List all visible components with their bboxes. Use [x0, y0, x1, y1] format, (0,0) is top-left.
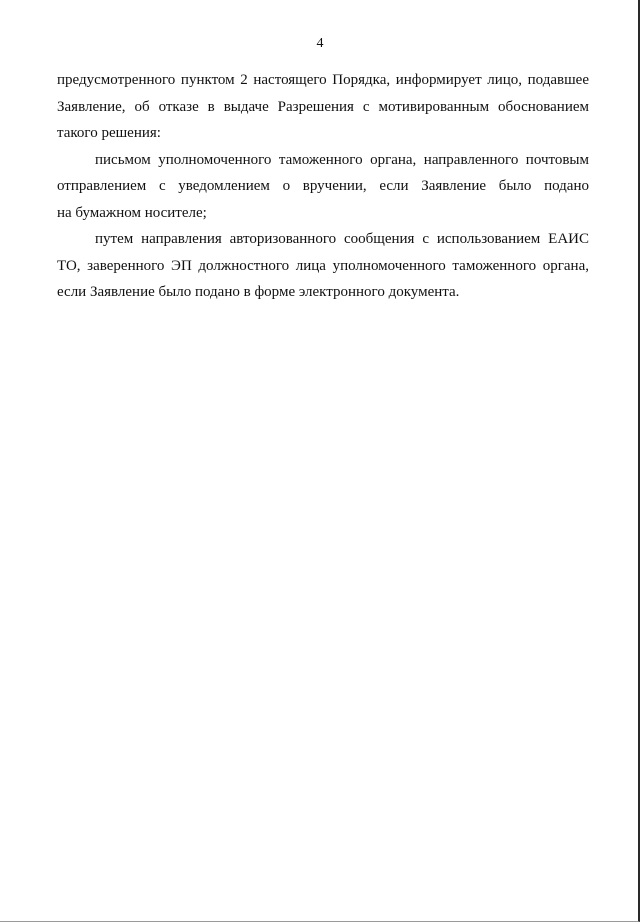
paragraph-3 [57, 226, 589, 306]
paragraph-line: отправлением с уведомлением о вручении, если Заявление было подано [57, 178, 589, 194]
paragraph-2 [57, 147, 589, 227]
paragraph-line: Заявление, об отказе в выдаче Разрешения с мотивированным обоснованием [57, 98, 589, 115]
paragraph-line: на бумажном носителе; [57, 204, 207, 221]
paragraph-line: предусмотренного пунктом 2 настоящего Порядка, информирует лицо, подавшее [57, 72, 589, 88]
page-number: 4 [316, 36, 324, 51]
paragraph-1 [57, 67, 589, 147]
paragraph-line: путем направления авторизованного сообщения с использованием ЕАИС [95, 231, 589, 247]
paragraph-line: если Заявление было подано в форме электронного документа. [57, 284, 460, 300]
paragraph-line: ТО, заверенного ЭП должностного лица уполномоченного таможенного органа, [57, 257, 589, 274]
document-body [57, 67, 589, 306]
paragraph-line: такого решения: [57, 125, 161, 141]
paragraph-line: письмом уполномоченного таможенного органа, направленного почтовым [95, 151, 589, 168]
